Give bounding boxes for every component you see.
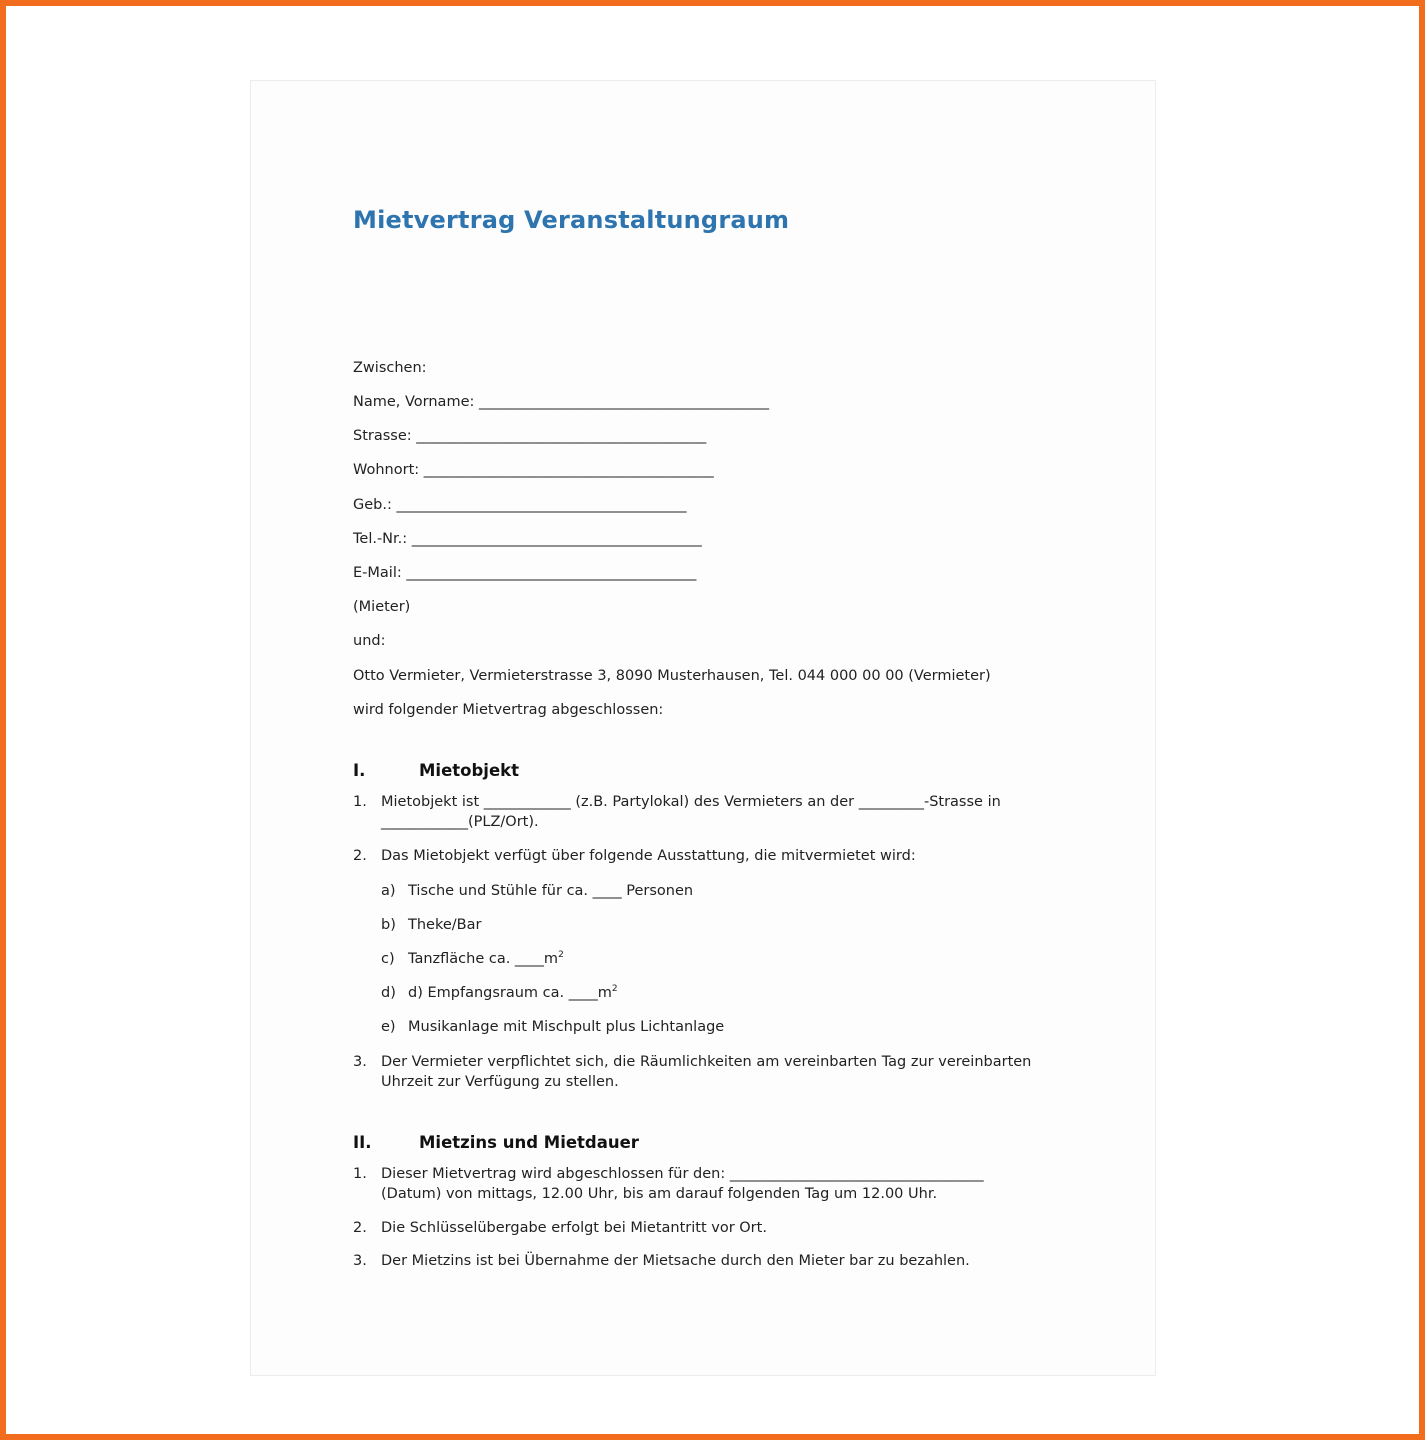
item-number: 1. [353,794,367,810]
parties-intro: Zwischen: [353,360,427,376]
item-number: 2. [353,848,367,864]
item-text: Der Vermieter verpflichtet sich, die Räumlichkeiten am vereinbarten Tag zur vereinbarten Uhrzeit zur Verfügung zu stellen. [381,1054,1032,1090]
tel-field: Tel.-Nr.: ________________________________________ [353,531,702,547]
sub-item-letter: b) [381,917,396,933]
item-text: Die Schlüsselübergabe erfolgt bei Mietantritt vor Ort. [381,1220,767,1236]
section-1-title: Mietobjekt [419,761,520,780]
item-number: 3. [353,1253,367,1269]
list-item [353,1052,1043,1092]
abschluss-line: wird folgender Mietvertrag abgeschlossen: [353,702,664,718]
sub-item [381,881,693,901]
item-text: Mietobjekt ist ____________ (z.B. Partylokal) des Vermieters an der _________-Strasse in ____________(PLZ/Ort). [381,794,1001,830]
sub-item [381,949,564,969]
superscript-2: 2 [611,984,618,994]
section-2-title: Mietzins und Mietdauer [419,1133,639,1152]
sub-item-letter: c) [381,951,395,967]
sub-item [381,915,481,935]
section-1-heading [353,760,519,782]
section-1-number: I. [353,761,366,780]
list-item [353,1164,1043,1204]
list-item [353,792,1043,832]
und-label: und: [353,633,386,649]
sub-item-letter: d) [381,985,396,1001]
item-text: Der Mietzins ist bei Übernahme der Mietsache durch den Mieter bar zu bezahlen. [381,1253,970,1269]
mieter-label: (Mieter) [353,599,411,615]
sub-item-text: Tanzfläche ca. ____m [408,951,559,967]
sub-item-text: Theke/Bar [408,917,482,933]
sub-item-text: Musikanlage mit Mischpult plus Lichtanlage [408,1019,725,1035]
sub-item [381,1017,724,1037]
sub-item-text: Tische und Stühle für ca. ____ Personen [408,883,694,899]
item-number: 3. [353,1054,367,1070]
superscript-2: 2 [558,950,564,960]
document-title: Mietvertrag Veranstaltungraum [353,206,790,234]
name-field: Name, Vorname: ________________________________________ [353,394,769,410]
email-field: E-Mail: ________________________________________ [353,565,697,581]
sub-item [381,983,618,1003]
geb-field: Geb.: ________________________________________ [353,497,687,513]
wohnort-field: Wohnort: ________________________________________ [353,462,714,478]
vermieter-line: Otto Vermieter, Vermieterstrasse 3, 8090 Musterhausen, Tel. 044 000 00 00 (Vermieter) [353,668,991,684]
item-text: Das Mietobjekt verfügt über folgende Ausstattung, die mitvermietet wird: [381,848,916,864]
sub-item-letter: a) [381,883,396,899]
sub-item-letter: e) [381,1019,396,1035]
item-number: 2. [353,1220,367,1236]
list-item [353,846,1043,866]
document-page [250,80,1156,1376]
list-item [353,1218,1043,1238]
list-item [353,1251,1043,1271]
item-number: 1. [353,1166,367,1182]
sub-item-text: d) Empfangsraum ca. ____m [408,985,612,1001]
document-content [353,205,1043,1269]
item-text: Dieser Mietvertrag wird abgeschlossen für den: ___________________________________ (Datum) von mittags, 12.00 Uhr, bis am darauf folgenden Tag um 12.00 Uhr. [381,1166,984,1202]
strasse-field: Strasse: ________________________________________ [353,428,707,444]
section-2-number: II. [353,1133,372,1152]
section-2-heading [353,1132,639,1154]
